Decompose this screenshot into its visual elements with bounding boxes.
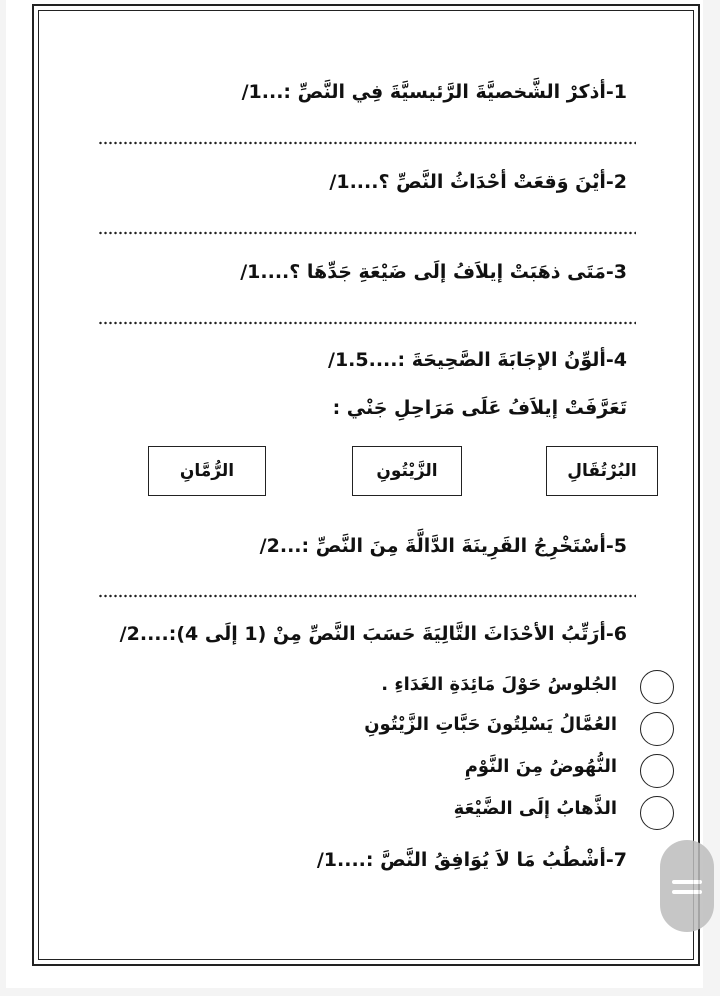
answer-line-5[interactable] xyxy=(98,594,636,598)
answer-line-3[interactable] xyxy=(98,321,636,325)
choice-orange-label: البُرْتُقَالِ xyxy=(567,461,637,481)
order-circle[interactable] xyxy=(640,754,674,788)
choice-orange[interactable] xyxy=(546,446,658,496)
answer-line-2[interactable] xyxy=(98,231,636,235)
worksheet-page xyxy=(6,0,703,988)
event-item: الجُلوسُ حَوْلَ مَائِدَةِ الغَدَاءِ . xyxy=(381,674,617,695)
choice-olive[interactable] xyxy=(352,446,462,496)
event-item: الذَّهابُ إلَى الضَّيْعَةِ xyxy=(453,798,617,819)
event-item: العُمَّالُ يَسْلِتُونَ حَبَّاتِ الزَّيْتُونِ xyxy=(364,714,617,735)
question-6: 6-أرَتِّبُ الأحْدَاثَ التَّالِيَةَ حَسَبَ النَّصِّ مِنْ (1 إلَى 4):....2/ xyxy=(119,623,627,645)
order-circle[interactable] xyxy=(640,670,674,704)
question-4-prompt: تَعَرَّفَتْ إيلاَفُ عَلَى مَرَاحِلِ جَنْي : xyxy=(332,397,627,419)
question-1: 1-أذكرْ الشَّخصيَّةَ الرَّئيسيَّةَ فِي النَّصِّ :...1/ xyxy=(241,81,627,103)
order-circle[interactable] xyxy=(640,712,674,746)
choice-olive-label: الزَّيْتُونِ xyxy=(376,461,438,481)
question-2: 2-أيْنَ وَقعَتْ أحْدَاثُ النَّصِّ ؟....1/ xyxy=(329,171,627,193)
choice-pomegranate[interactable] xyxy=(148,446,266,496)
question-4: 4-ألوِّنُ الإجَابَةَ الصَّحِيحَةَ :....1.5/ xyxy=(327,349,627,371)
scroll-handle[interactable] xyxy=(660,840,714,932)
grip-line-icon xyxy=(672,880,702,884)
order-circle[interactable] xyxy=(640,796,674,830)
question-5: 5-أسْتَخْرِجُ القَرِينَةَ الدَّالَّةَ مِنَ النَّصِّ :...2/ xyxy=(259,535,627,557)
grip-line-icon xyxy=(672,890,702,894)
question-3: 3-مَتَى ذهَبَتْ إيلاَفُ إلَى ضَيْعَةِ جَدِّهَا ؟....1/ xyxy=(240,261,627,283)
event-item: النُّهُوضُ مِنَ النَّوْمِ xyxy=(464,756,617,777)
choice-pomegranate-label: الرُّمَّانِ xyxy=(179,461,235,481)
question-7: 7-أشْطُبُ مَا لاَ يُوَافِقُ النَّصَّ :....1/ xyxy=(316,849,627,871)
answer-line-1[interactable] xyxy=(98,141,636,145)
